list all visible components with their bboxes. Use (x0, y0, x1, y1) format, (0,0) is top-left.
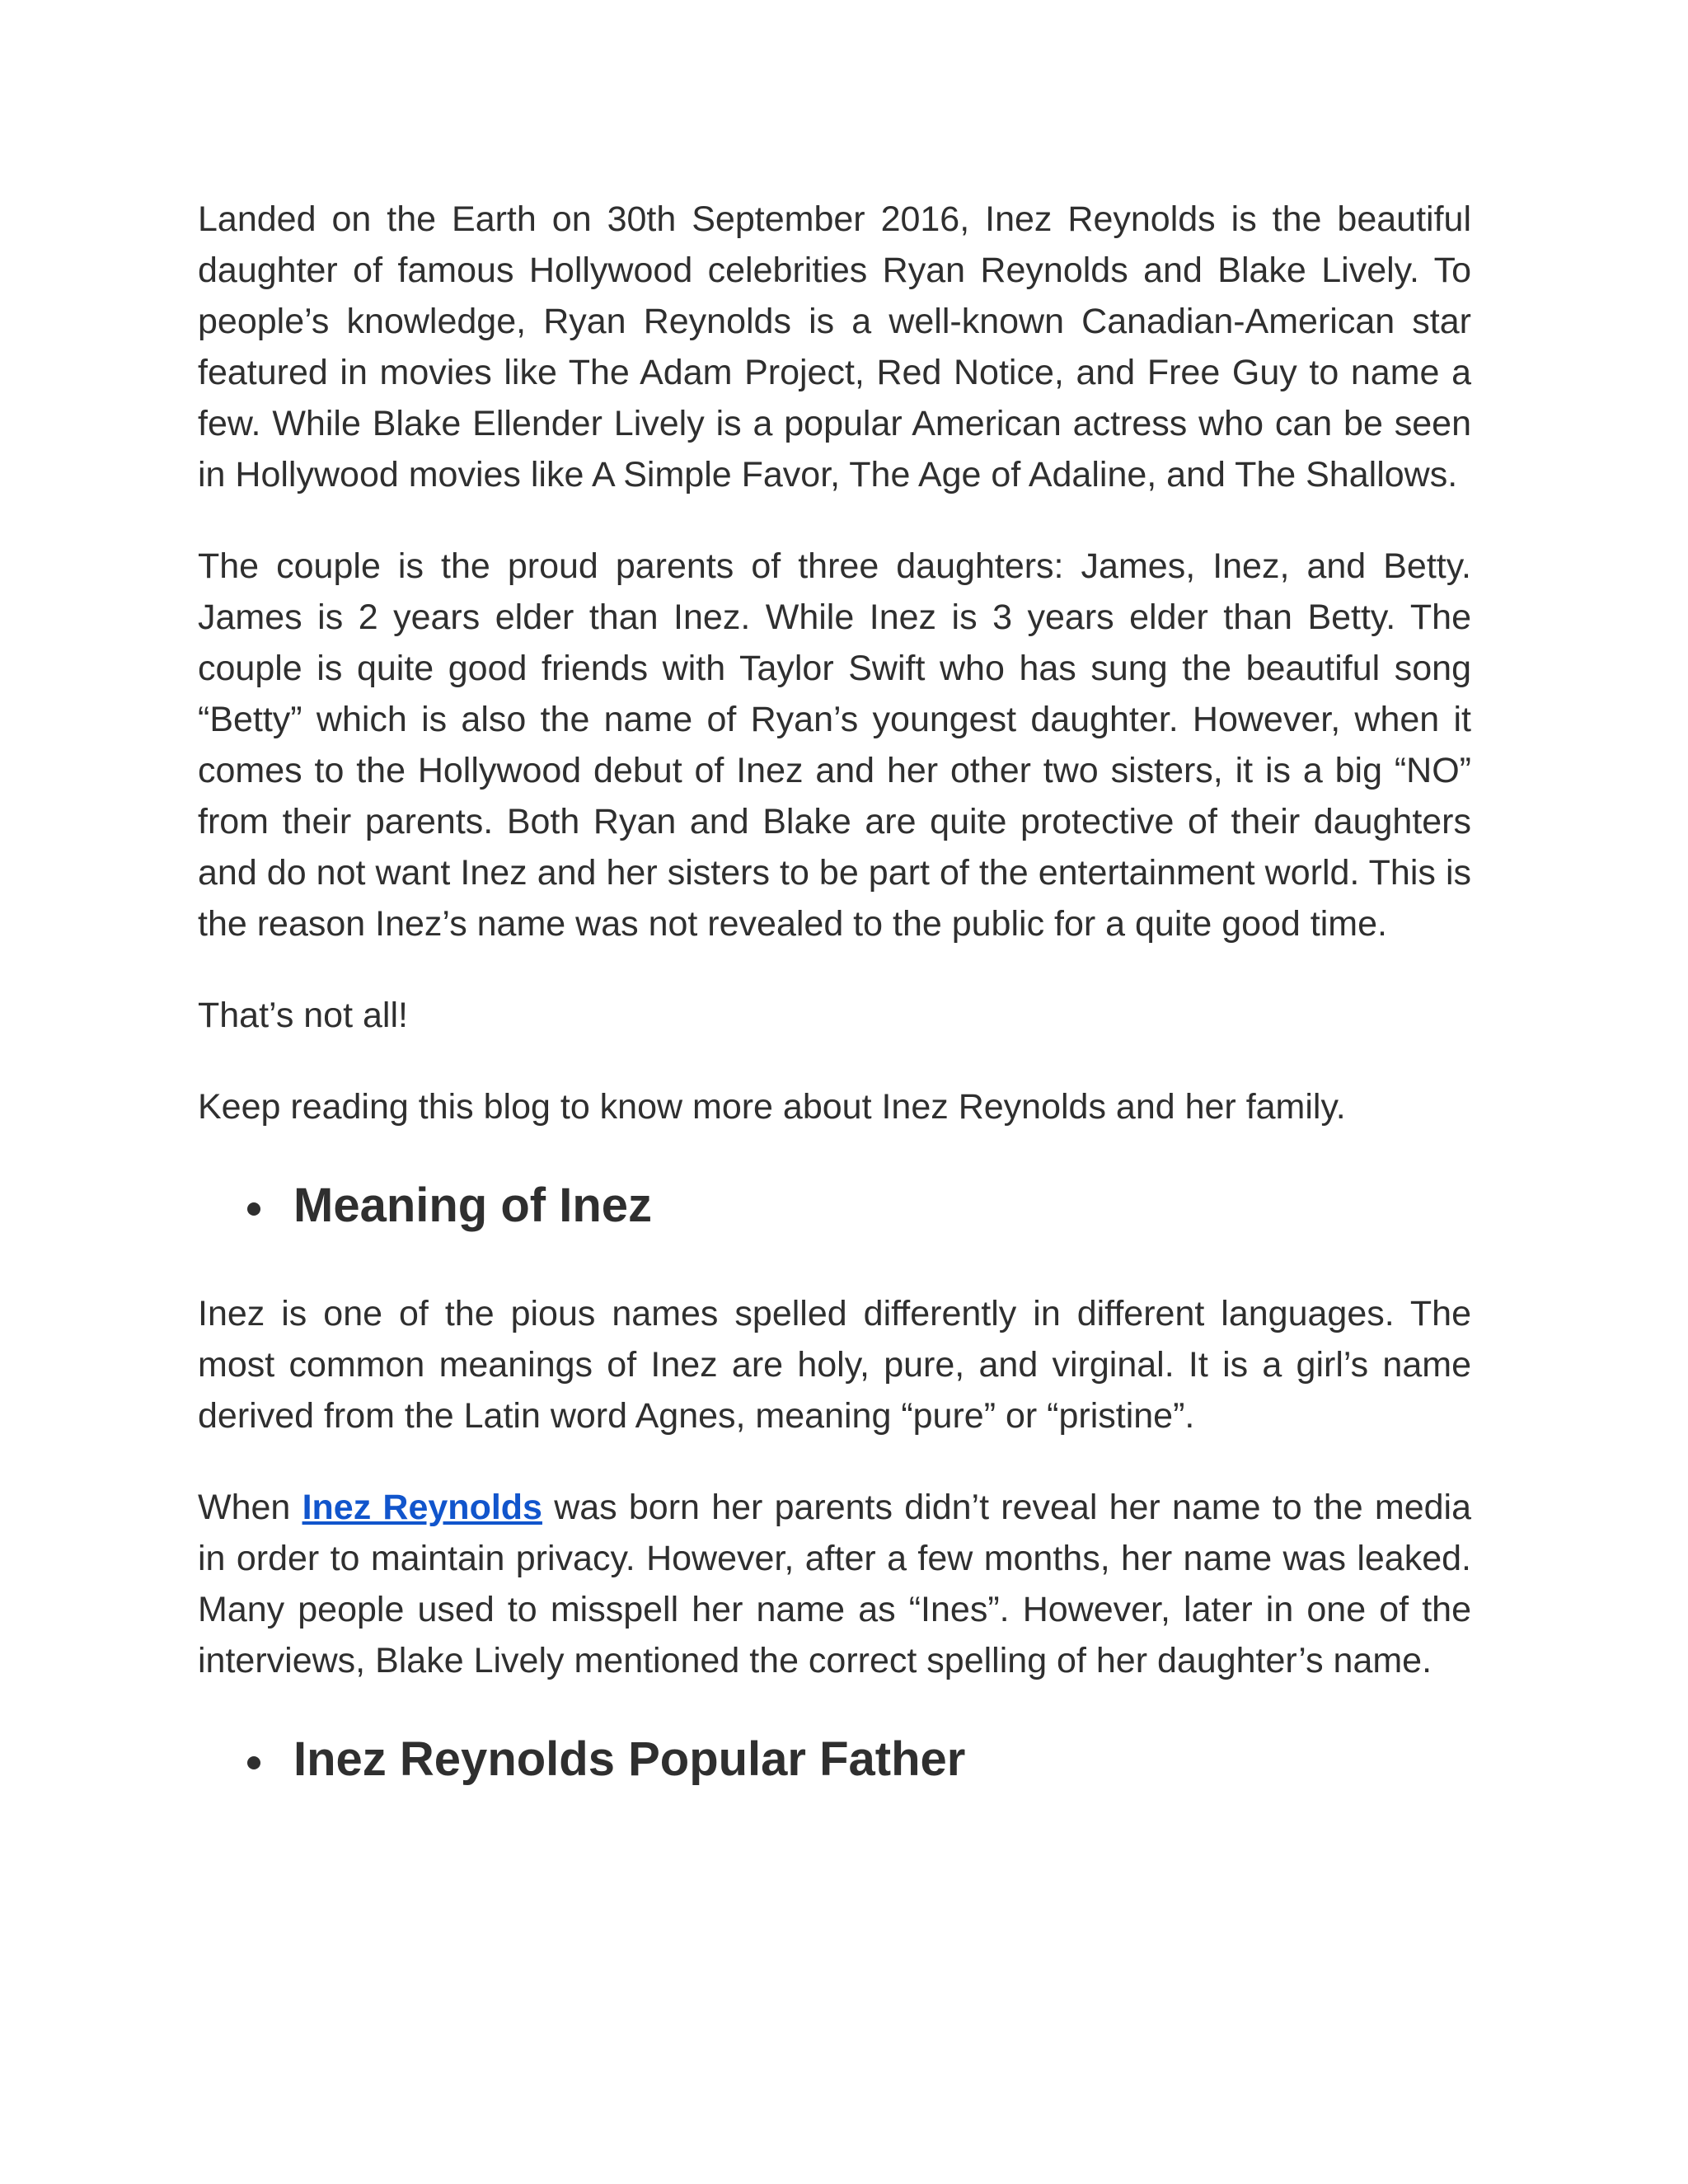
document-page (198, 194, 1471, 1842)
paragraph-text-before-link: When (198, 1488, 302, 1527)
section-heading-meaning (247, 1173, 1471, 1239)
paragraph-text-after-link: was born her parents didn’t reveal her name to the media in order to maintain privacy. However, after a few months, her name was leaked. Many people used to misspell her name as “Ines”. However, later in one of the interviews, Blake Lively mentioned the correct spelling of her daughter’s name. (198, 1488, 1471, 1680)
daughters-paragraph: The couple is the proud parents of three daughters: James, Inez, and Betty. James is 2 years elder than Inez. While Inez is 3 years elder than Betty. The couple is quite good friends with Taylor Swift who has sung the beautiful song “Betty” which is also the name of Ryan’s youngest daughter. However, when it comes to the Hollywood debut of Inez and her other two sisters, it is a big “NO” from their parents. Both Ryan and Blake are quite protective of their daughters and do not want Inez and her sisters to be part of the entertainment world. This is the reason Inez’s name was not revealed to the public for a quite good time. (198, 546, 1471, 944)
heading-text: Inez Reynolds Popular Father (293, 1732, 966, 1786)
name-reveal-paragraph (198, 1482, 1471, 1686)
keep-reading-paragraph: Keep reading this blog to know more about Inez Reynolds and her family. (198, 1087, 1346, 1127)
heading-text: Meaning of Inez (293, 1179, 652, 1232)
bullet-icon (247, 1756, 260, 1769)
teaser-paragraph: That’s not all! (198, 996, 408, 1035)
meaning-paragraph: Inez is one of the pious names spelled differently in different languages. The most common meanings of Inez are holy, pure, and virginal. It is a girl’s name derived from the Latin word Agnes, meaning “pure” or “pristine”. (198, 1294, 1471, 1436)
bullet-icon (247, 1202, 260, 1216)
section-heading-father (247, 1727, 1471, 1793)
inez-reynolds-link[interactable]: Inez Reynolds (302, 1488, 542, 1527)
intro-paragraph: Landed on the Earth on 30th September 2016, Inez Reynolds is the beautiful daughter of famous Hollywood celebrities Ryan Reynolds and Blake Lively. To people’s knowledge, Ryan Reynolds is a well-known Canadian-American star featured in movies like The Adam Project, Red Notice, and Free Guy to name a few. While Blake Ellender Lively is a popular American actress who can be seen in Hollywood movies like A Simple Favor, The Age of Adaline, and The Shallows. (198, 199, 1471, 494)
